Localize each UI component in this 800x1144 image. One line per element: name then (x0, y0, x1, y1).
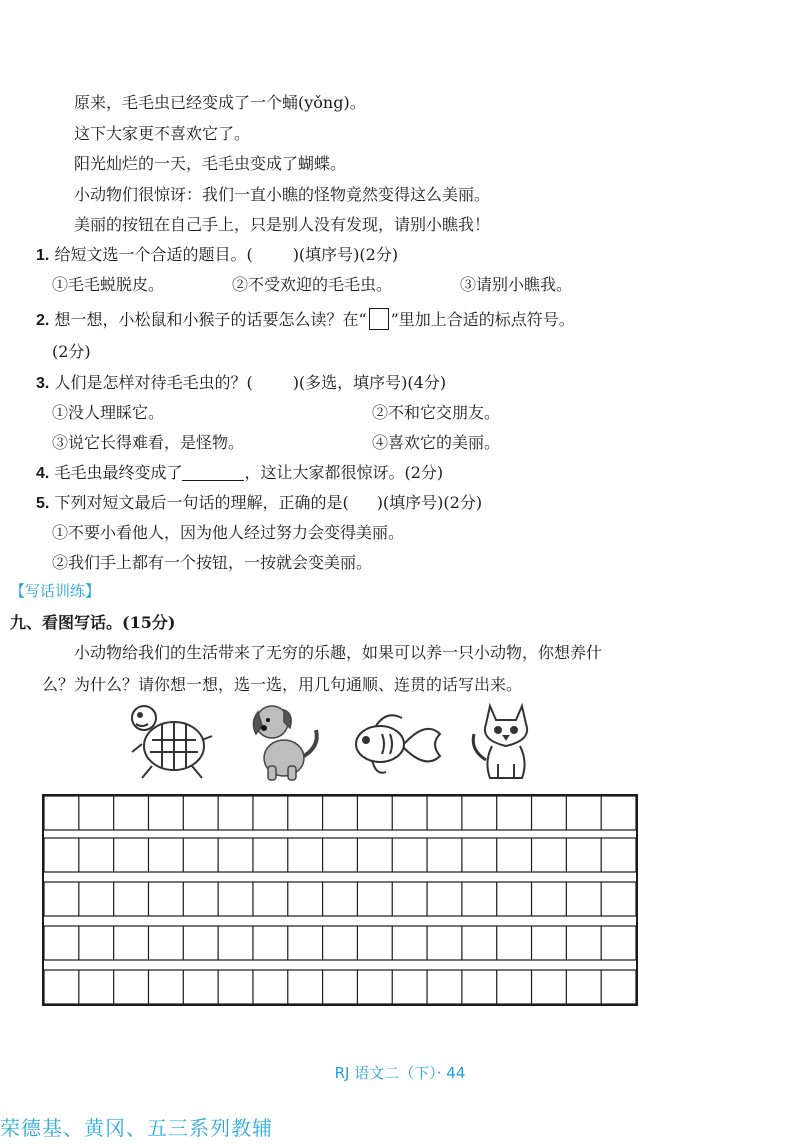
question-number: 3. (36, 375, 50, 392)
writing-grid-lines (44, 796, 636, 1004)
q1-option-3: ③请别小瞧我。 (460, 275, 573, 294)
q2-score: (2分) (52, 342, 91, 361)
q3-option-2: ②不和它交朋友。 (372, 403, 501, 422)
turtle-illustration (122, 700, 216, 782)
q3-option-4: ④喜欢它的美丽。 (372, 433, 501, 452)
goldfish-illustration (346, 700, 446, 782)
question-text: 给短文选一个合适的题目。( (54, 245, 253, 264)
question-number: 1. (36, 247, 50, 264)
question-5 (36, 492, 482, 515)
question-text-tail: ，这让大家都很惊讶。(2分) (244, 463, 444, 482)
story-line-1: 原来，毛毛虫已经变成了一个蛹(yǒng)。 (74, 93, 366, 112)
story-line-4: 小动物们很惊讶：我们一直小瞧的怪物竟然变得这么美丽。 (74, 185, 491, 204)
question-2 (36, 308, 575, 332)
q5-option-2: ②我们手上都有一个按钮，一按就会变美丽。 (52, 553, 373, 572)
writing-grid[interactable] (42, 794, 638, 1006)
question-4 (36, 462, 443, 485)
answer-underline[interactable] (182, 464, 244, 481)
cat-illustration (464, 700, 548, 782)
question-3 (36, 372, 446, 395)
dog-illustration (244, 700, 324, 782)
q3-option-3: ③说它长得难看，是怪物。 (52, 433, 245, 452)
question-text: 想一想，小松鼠和小猴子的话要怎么读？在“ (54, 310, 367, 329)
section-title: 九、看图写话。(15分) (10, 613, 176, 632)
page-number-label: RJ 语文二（下）· 44 (334, 1064, 466, 1082)
question-text-tail: )(填序号)(2分) (292, 245, 399, 264)
question-text-tail: )(多选，填序号)(4分) (292, 373, 447, 392)
question-number: 2. (36, 312, 50, 329)
punctuation-box[interactable] (369, 308, 389, 330)
question-text-tail: ”里加上合适的标点符号。 (390, 310, 575, 329)
q1-option-2: ②不受欢迎的毛毛虫。 (232, 275, 393, 294)
q3-option-1: ①没人理睬它。 (52, 403, 165, 422)
story-line-3: 阳光灿烂的一天，毛毛虫变成了蝴蝶。 (74, 154, 347, 173)
question-text: 人们是怎样对待毛毛虫的？( (54, 373, 253, 392)
question-text-tail: )(填序号)(2分) (376, 493, 483, 512)
question-number: 5. (36, 495, 50, 512)
q1-option-1: ①毛毛蜕脱皮。 (52, 275, 165, 294)
section-tag: 【写话训练】 (10, 582, 101, 600)
story-line-5: 美丽的按钮在自己手上，只是别人没有发现，请别小瞧我！ (74, 215, 491, 234)
question-text: 毛毛虫最终变成了 (54, 463, 183, 482)
question-text: 下列对短文最后一句话的理解，正确的是( (54, 493, 349, 512)
question-1 (36, 244, 398, 267)
writing-prompt-line-2: 么？为什么？请你想一想，选一选，用几句通顺、连贯的话写出来。 (42, 675, 523, 694)
writing-prompt-line-1: 小动物给我们的生活带来了无穷的乐趣，如果可以养一只小动物，你想养什 (74, 643, 603, 662)
q5-option-1: ①不要小看他人，因为他人经过努力会变得美丽。 (52, 523, 405, 542)
story-line-2: 这下大家更不喜欢它了。 (74, 124, 251, 143)
brand-text: 荣德基、黄冈、五三系列教辅 (0, 1116, 273, 1140)
question-number: 4. (36, 465, 50, 482)
